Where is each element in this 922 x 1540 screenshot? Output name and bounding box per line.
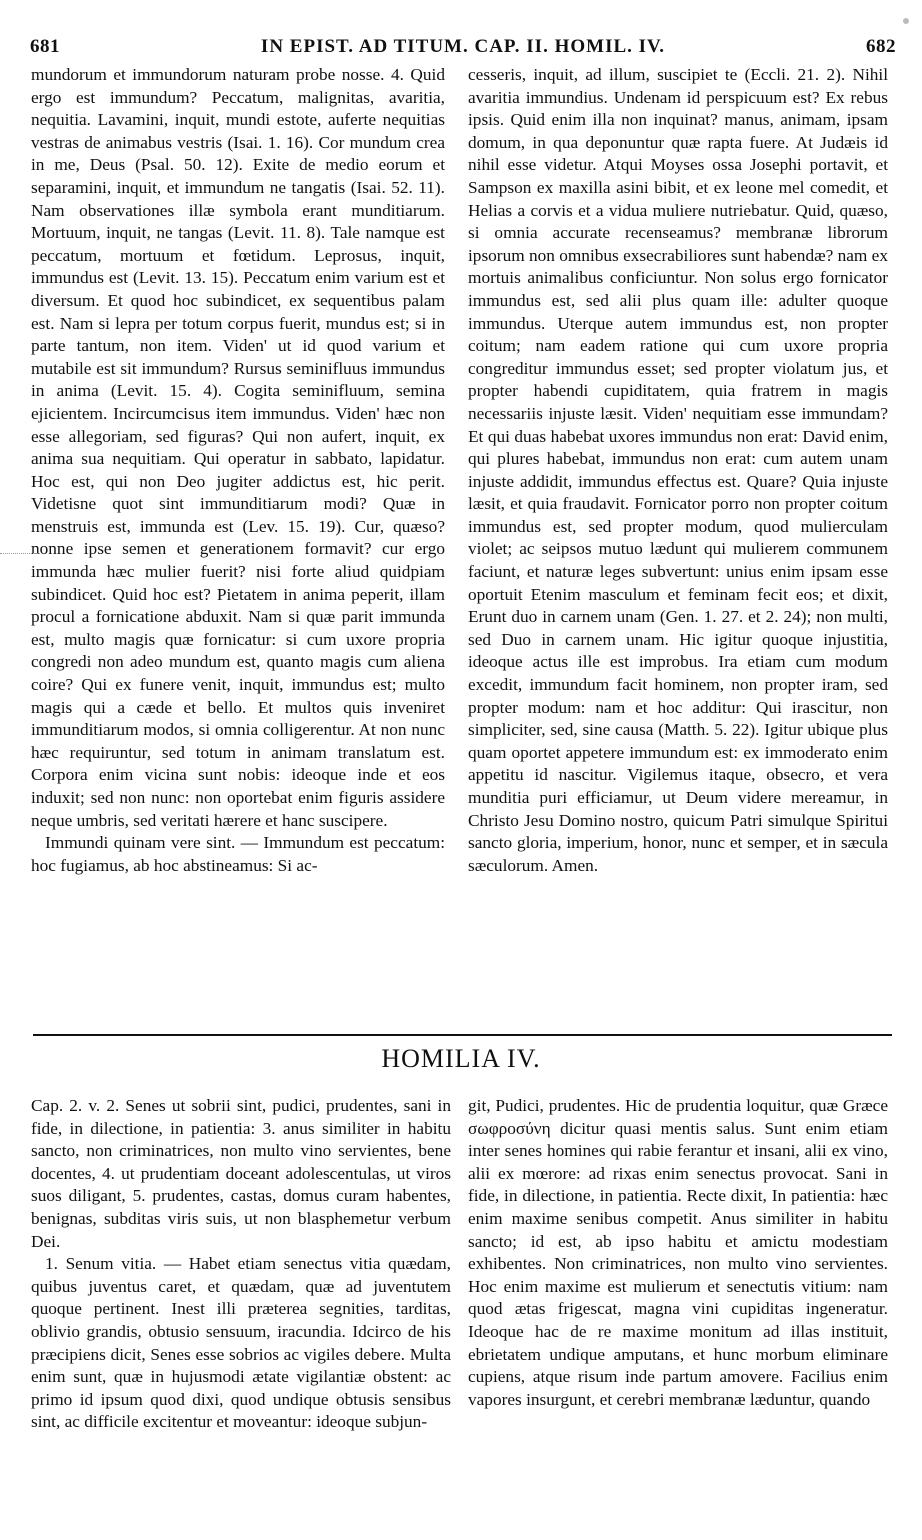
section-divider <box>33 1034 892 1036</box>
body-paragraph: git, Pudici, prudentes. Hic de prudentia loquitur, quæ Græce σωφροσύνη dicitur quasi mentis salus. Sunt enim etiam inter senes homines qui rabie ferantur et insani, alii ex vino, alii ex mœrore: ad rixas enim senectus provocat. Sani in fide, in dilectione, in patientia. Recte dixit, In patientia: hæc enim maxime senibus competit. Anus similiter in habitu sancto; id est, ab ipso habitu et amictu modestiam exhibentes. Non criminatrices, non multo vino servientes. Hoc enim maxime est mulierum et senectutis vitium: nam quod ætas frigescat, magna vini cupiditas ingeneratur. Ideoque hac de re maxime monitum ad illas instituit, ebrietatem undique amputans, et hunc morbum eliminare cupiens, atque risum inde partum amovere. Facilius enim vapores insurgunt, et cerebri membranæ læduntur, quando <box>468 1096 888 1409</box>
top-left-column <box>31 64 445 877</box>
margin-mark <box>0 553 40 554</box>
homily-heading: HOMILIA IV. <box>381 1044 541 1073</box>
scripture-text: Cap. 2. v. 2. Senes ut sobrii sint, pudici, prudentes, sani in fide, in dilectione, in patientia: 3. anus similiter in habitu sancto, non criminatrices, non multo vino servientes, bene docentes, 4. ut prudentiam doceant adolescentulas, ut viros suos diligant, 5. prudentes, castas, domus curam habentes, benignas, subditas viris suis, ut non blasphemetur verbum Dei. <box>31 1096 451 1251</box>
body-paragraph: Immundi quinam vere sint. — Immundum est peccatum: hoc fugiamus, ab hoc abstineamus: Si ac- <box>31 833 445 875</box>
body-paragraph: mundorum et immundorum naturam probe nosse. 4. Quid ergo est immundum? Peccatum, malignitas, avaritia, nequitia. Lavamini, inquit, mundi estote, auferte nequitias vestras de animabus vestris (Isai. 1. 16). Cor mundum crea in me, Deus (Psal. 50. 12). Exite de medio eorum et separamini, inquit, et immundum ne tangatis (Isai. 52. 11). Nam observationes illæ symbola erant munditiarum. Mortuum, inquit, ne tangas (Levit. 11. 8). Tale namque est peccatum, mortuum et fœtidum. Leprosus, inquit, immundus est (Levit. 13. 15). Peccatum enim varium est et diversum. Et quod hoc subindicet, ex sequentibus palam est. Nam si lepra per totum corpus fuerit, mundus est; si in parte tantum, non item. Viden' ut id quod varium et mutabile est sit immundum? Rursus seminifluus immundus in anima (Levit. 15. 4). Cogita seminifluum, semina ejicientem. Incircumcisus item immundus. Viden' hæc non esse allegoriam, sed figuras? Qui non aufert, inquit, ex anima sua nequitiam. Qui operatur in sabbato, lapidatur. Hoc est, qui non Deo jugiter addictus est, hic perit. Videtisne quot sint immunditiarum modi? Quæ in menstruis est, immunda est (Lev. 15. 19). Cur, quæso? nonne ipse semen et generationem formavit? cur ergo immunda hæc mulier fuerit? nisi forte aliud quidpiam subindicet. Quid hoc est? Pietatem in anima peperit, illam procul a fornicatione abduxit. Nam si quæ parit immunda est, multo magis quæ fornicatur: si cum uxore propria congredi non adeo mundum est, quanto magis cum aliena coire? Qui ex funere venit, inquit, immundus est; multo magis qui a cæde et bello. Et multos quis inveniret immunditiarum modos, si omnia colligerentur. At non nunc hæc requiruntur, sed totum in animam translatum est. Corpora enim vicina sunt nobis: ideoque inde et eos induxit; sed non nunc: non oportebat enim figuris assidere neque umbris, sed veritati hærere et hanc suscipere. <box>31 65 445 830</box>
left-page-number: 681 <box>30 36 60 57</box>
bottom-right-column <box>468 1095 888 1411</box>
scan-speck <box>903 18 909 24</box>
top-right-column <box>468 64 888 877</box>
running-title: IN EPIST. AD TITUM. CAP. II. HOMIL. IV. <box>260 36 666 57</box>
running-header <box>30 36 896 60</box>
right-page-number: 682 <box>866 36 896 57</box>
body-paragraph: cesseris, inquit, ad illum, suscipiet te (Eccli. 21. 2). Nihil avaritia immundius. Undenam id perspicuum est? Ex rebus ipsis. Quid enim illa non inquinat? manus, animam, ipsam domum, in qua deponuntur quæ rapta fuere. At Judæis id nihil esse videtur. Atqui Moyses ossa Josephi portavit, et Sampson ex maxilla asini bibit, et ex leone mel comedit, et Helias a corvis et a vidua muliere nutriebatur. Quid, quæso, si omnia accurate recenseamus? membranæ librorum ipsorum non omnibus exsecrabiliores sunt habendæ? nam ex mortuis animalibus conficiuntur. Non solus ergo fornicator immundus est, sed alii plus quam ille: adulter quoque immundus. Uterque autem immundus est, non propter coitum; nam eadem ratione qui cum uxore propria congreditur immundus esset; sed propter violatum jus, et propter habendi cupiditatem, quia fratrem in magis necessariis injuste læsit. Viden' nequitiam esse immundam? Et qui duas habebat uxores immundus non erat: David enim, qui plures habebat, immundus non erat: cum autem unam injuste addidit, immundus effectus est. Quare? Quia injuste læsit, et quia fraudavit. Fornicator porro non propter coitum immundus est, sed propter modum, quod mulierculam violet; ac seipsos mutuo lædunt qui mulierem communem faciunt, et naturæ leges subvertunt: unius enim ipsam esse oportuit Etenim masculum et feminam fecit eos; et dixit, Erunt duo in carnem unam (Gen. 1. 27. et 2. 24); non multi, sed Duo in carnem unam. Hic igitur quoque injustitia, ideoque actus ille est improbus. Ira etiam cum modum excedit, immundum facit hominem, non propter iram, sed propter modum: nam et hoc additur: Qui irascitur, non simpliciter, sed, sine causa (Matth. 5. 22). Igitur ubique plus quam oportet appetere immundum est: ex immoderato enim appetitu id nascitur. Vigilemus itaque, obsecro, et vera munditia puri efficiamur, ut Deum videre mereamur, in Christo Jesu Domino nostro, quicum Patri simulque Spiritui sancto gloria, imperium, honor, nunc et semper, et in sæcula sæculorum. Amen. <box>468 65 888 875</box>
bottom-left-column <box>31 1095 451 1434</box>
body-paragraph: 1. Senum vitia. — Habet etiam senectus vitia quædam, quibus juventus caret, et quædam, quæ ad juventutem quoque pertinent. Inest illi præterea segnities, tarditas, oblivio grandis, obtusio sensuum, iracundia. Idcirco de his præcipiens dicit, Senes esse sobrios ac vigiles debere. Multa enim sunt, quæ in hujusmodi ætate vigilantiæ obstent: ac primo id ipsum quod dixi, quod undique obtusis sensibus sint, ac difficile excitentur et moveantur: ideoque subjun- <box>31 1254 451 1432</box>
